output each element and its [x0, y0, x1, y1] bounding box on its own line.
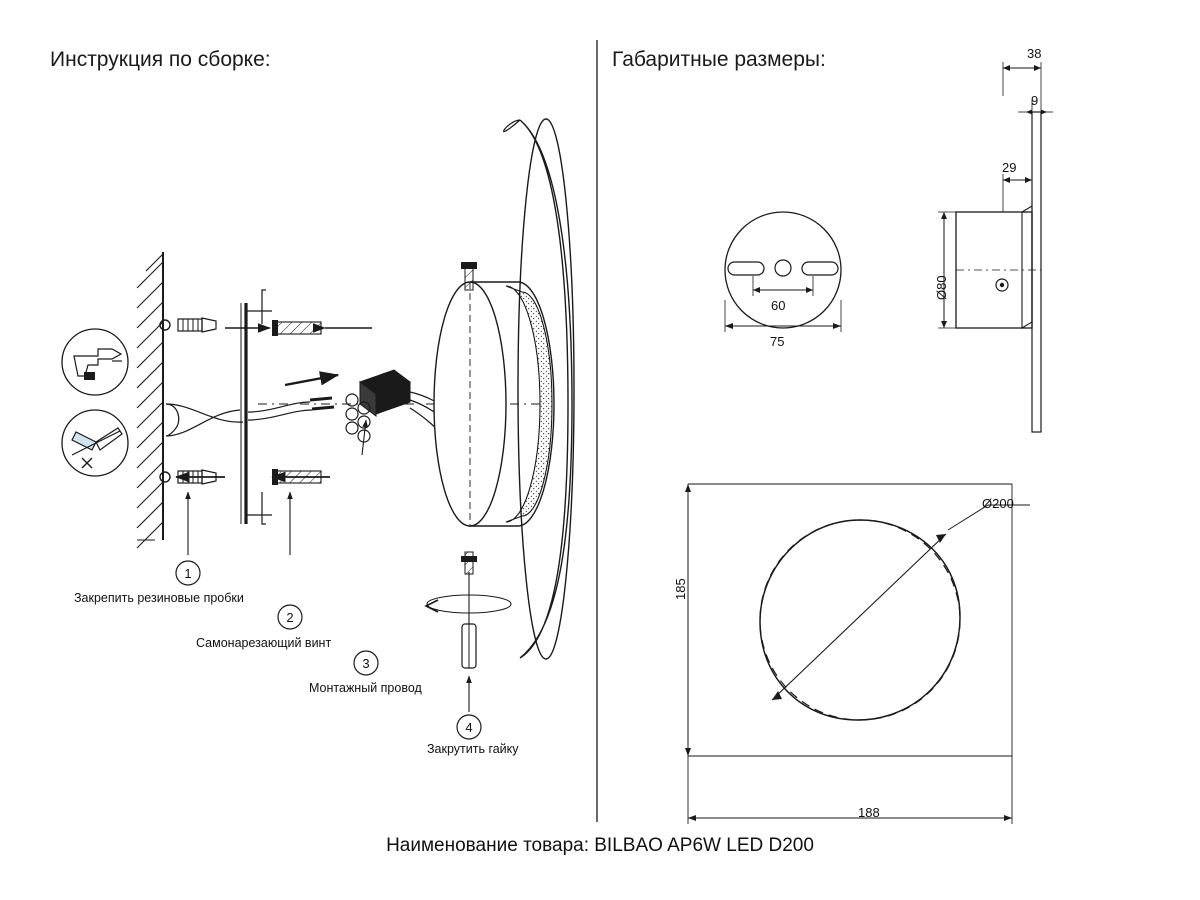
dimension-hole-spacing: 60 [771, 298, 786, 313]
dimension-shade-height: 185 [673, 578, 688, 600]
svg-text:2: 2 [286, 610, 294, 625]
drill-icon [62, 329, 128, 395]
dimension-shade-diameter: Ø200 [982, 496, 1014, 511]
fixing-nut [426, 552, 511, 712]
lamp-shade-outline [504, 119, 574, 659]
dimensions-heading: Габаритные размеры: [612, 48, 826, 71]
side-view [938, 62, 1053, 432]
bracket-front-view [725, 212, 841, 332]
dimension-plate-step: 9 [1031, 93, 1039, 108]
rubber-plug-bottom [176, 470, 225, 555]
product-name: Наименование товара: BILBAO AP6W LED D200 [386, 835, 814, 856]
shade-front-view [685, 484, 1030, 824]
screwdriver-icon [62, 410, 128, 476]
svg-text:4: 4 [465, 720, 473, 735]
dimension-shade-width: 188 [858, 805, 880, 820]
step-label-4: Закрутить гайку [427, 742, 519, 756]
dimension-plate-thickness: 38 [1027, 46, 1042, 61]
mounting-bracket [241, 290, 272, 524]
dimension-bracket-width: 75 [770, 334, 785, 349]
rubber-plug-top [178, 318, 216, 332]
step-label-3: Монтажный провод [309, 681, 422, 695]
assembly-heading: Инструкция по сборке: [50, 48, 271, 71]
wall-cable [166, 404, 243, 436]
mounting-wire [248, 375, 366, 455]
step-label-1: Закрепить резиновые пробки [74, 591, 244, 605]
wall-section [137, 252, 170, 548]
dimension-plate-depth: 29 [1002, 160, 1017, 175]
step-label-2: Самонарезающий винт [196, 636, 332, 650]
self-tapping-screw-bottom [272, 469, 330, 555]
svg-text:3: 3 [362, 656, 370, 671]
dimension-bracket-diameter: Ø80 [934, 275, 949, 300]
svg-text:1: 1 [184, 566, 192, 581]
step-callouts [176, 561, 481, 739]
